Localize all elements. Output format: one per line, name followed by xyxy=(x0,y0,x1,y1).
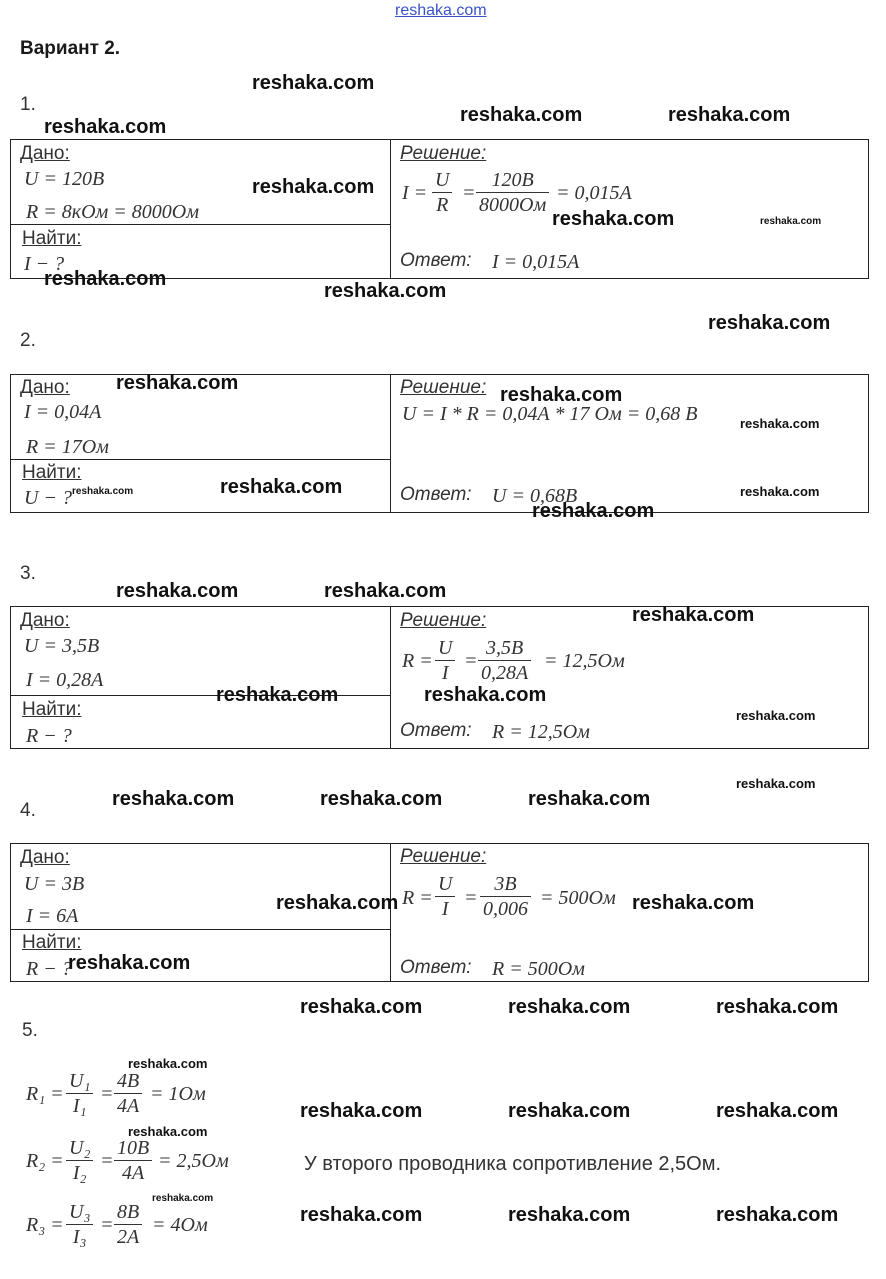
watermark: reshaka.com xyxy=(300,1100,423,1122)
watermark: reshaka.com xyxy=(116,580,239,602)
watermark: reshaka.com xyxy=(632,892,755,914)
formula-lhs: R₃ = xyxy=(26,1214,64,1236)
watermark: reshaka.com xyxy=(708,312,831,334)
answer-label: Ответ: xyxy=(400,957,472,978)
watermark: reshaka.com xyxy=(716,1100,839,1122)
watermark: reshaka.com xyxy=(324,580,447,602)
given-label: Дано: xyxy=(20,847,70,868)
given-value: U = 3,5В xyxy=(24,635,100,657)
solution-label: Решение: xyxy=(400,143,487,164)
given-value: I = 6А xyxy=(26,905,79,927)
watermark: reshaka.com xyxy=(116,372,239,394)
equals-sign: = xyxy=(100,1150,114,1172)
fraction: 3,5В 0,28А xyxy=(478,636,531,685)
answer-label: Ответ: xyxy=(400,484,472,505)
answer-value: I = 0,015А xyxy=(492,251,580,273)
find-label: Найти: xyxy=(22,228,82,249)
find-label: Найти: xyxy=(22,462,82,483)
task-number: 2. xyxy=(20,330,36,351)
task-number: 3. xyxy=(20,563,36,584)
given-value: R = 17Ом xyxy=(26,436,109,458)
watermark: reshaka.com xyxy=(632,604,755,626)
fraction: 3В 0,006 xyxy=(480,872,531,921)
fraction: 8В 2А xyxy=(114,1200,142,1249)
watermark: reshaka.com xyxy=(424,684,547,706)
watermark: reshaka.com xyxy=(736,776,816,791)
formula-lhs: R₁ = xyxy=(26,1083,64,1105)
watermark: reshaka.com xyxy=(716,1204,839,1226)
given-label: Дано: xyxy=(20,377,70,398)
task-number: 1. xyxy=(20,94,36,115)
find-label: Найти: xyxy=(22,932,82,953)
fraction: $\frac{U}{R}$ xyxy=(432,168,452,217)
solution-line: U = I * R = 0,04А * 17 Ом = 0,68 В xyxy=(402,403,698,425)
watermark: reshaka.com xyxy=(668,104,791,126)
watermark: reshaka.com xyxy=(276,892,399,914)
watermark: reshaka.com xyxy=(532,500,655,522)
watermark: reshaka.com xyxy=(68,952,191,974)
watermark: reshaka.com xyxy=(220,476,343,498)
answer-value: R = 500Ом xyxy=(492,958,585,980)
watermark: reshaka.com xyxy=(300,1204,423,1226)
watermark: reshaka.com xyxy=(740,416,820,431)
given-value: R = 8кОм = 8000Ом xyxy=(26,201,199,223)
solution-lhs: R = xyxy=(402,650,433,672)
task-number: 5. xyxy=(22,1020,38,1041)
fraction: $\frac{U}{I}$ xyxy=(435,636,455,685)
watermark: reshaka.com xyxy=(252,72,375,94)
answer-value: U = 0,68В xyxy=(492,485,578,507)
given-label: Дано: xyxy=(20,143,70,164)
equals-sign: = xyxy=(464,650,478,672)
fraction: 120В 8000Ом xyxy=(476,168,549,217)
fraction: 4В 4А xyxy=(114,1069,142,1118)
given-label: Дано: xyxy=(20,610,70,631)
find-value: R − ? xyxy=(26,725,72,747)
conclusion-text: У второго проводника сопротивление 2,5Ом. xyxy=(304,1153,722,1175)
given-value: U = 3В xyxy=(24,873,85,895)
equals-sign: = xyxy=(100,1083,114,1105)
solution-result: = 500Ом xyxy=(540,887,616,909)
solution-lhs: I = xyxy=(402,182,428,204)
site-link[interactable]: reshaka.com xyxy=(395,2,487,19)
fraction: 10В 4А xyxy=(114,1136,152,1185)
formula-result: = 2,5Ом xyxy=(158,1150,229,1172)
solution-result: = 0,015А xyxy=(556,182,632,204)
watermark: reshaka.com xyxy=(736,708,816,723)
watermark: reshaka.com xyxy=(72,486,134,497)
answer-label: Ответ: xyxy=(400,250,472,271)
formula-result: = 1Ом xyxy=(150,1083,206,1105)
watermark: reshaka.com xyxy=(320,788,443,810)
watermark: reshaka.com xyxy=(216,684,339,706)
solution-result: = 12,5Ом xyxy=(544,650,625,672)
page-title: Вариант 2. xyxy=(20,38,121,59)
watermark: reshaka.com xyxy=(300,996,423,1018)
watermark: reshaka.com xyxy=(508,1204,631,1226)
watermark: reshaka.com xyxy=(128,1056,208,1071)
watermark: reshaka.com xyxy=(460,104,583,126)
given-value: I = 0,04А xyxy=(24,401,102,423)
watermark: reshaka.com xyxy=(128,1124,208,1139)
fraction: $\frac{\text{U₃}}{\text{I₃}}$ xyxy=(66,1200,93,1249)
fraction: $\frac{\text{U₁}}{\text{I₁}}$ xyxy=(66,1069,93,1118)
equals-sign: = xyxy=(100,1214,114,1236)
watermark: reshaka.com xyxy=(500,384,623,406)
find-value: R − ? xyxy=(26,958,72,980)
watermark: reshaka.com xyxy=(760,216,822,227)
task-number: 4. xyxy=(20,800,36,821)
watermark: reshaka.com xyxy=(740,484,820,499)
watermark: reshaka.com xyxy=(716,996,839,1018)
answer-value: R = 12,5Ом xyxy=(492,721,590,743)
fraction: $\frac{\text{U₂}}{\text{I₂}}$ xyxy=(66,1136,93,1185)
watermark: reshaka.com xyxy=(44,116,167,138)
given-value: U = 120В xyxy=(24,168,105,190)
equals-sign: = xyxy=(462,182,476,204)
solution-label: Решение: xyxy=(400,610,487,631)
watermark: reshaka.com xyxy=(44,268,167,290)
watermark: reshaka.com xyxy=(508,996,631,1018)
equals-sign: = xyxy=(464,887,478,909)
watermark: reshaka.com xyxy=(552,208,675,230)
find-value: I − ? xyxy=(24,253,65,275)
given-value: I = 0,28А xyxy=(26,669,104,691)
find-value: U − ? xyxy=(24,487,72,509)
solution-lhs: R = xyxy=(402,887,433,909)
watermark: reshaka.com xyxy=(152,1193,214,1204)
watermark: reshaka.com xyxy=(528,788,651,810)
watermark: reshaka.com xyxy=(112,788,235,810)
solution-label: Решение: xyxy=(400,846,487,867)
watermark: reshaka.com xyxy=(508,1100,631,1122)
answer-label: Ответ: xyxy=(400,720,472,741)
watermark: reshaka.com xyxy=(252,176,375,198)
find-label: Найти: xyxy=(22,699,82,720)
formula-lhs: R₂ = xyxy=(26,1150,64,1172)
solution-label: Решение: xyxy=(400,377,487,398)
watermark: reshaka.com xyxy=(324,280,447,302)
formula-result: = 4Ом xyxy=(152,1214,208,1236)
fraction: $\frac{U}{I}$ xyxy=(435,872,455,921)
